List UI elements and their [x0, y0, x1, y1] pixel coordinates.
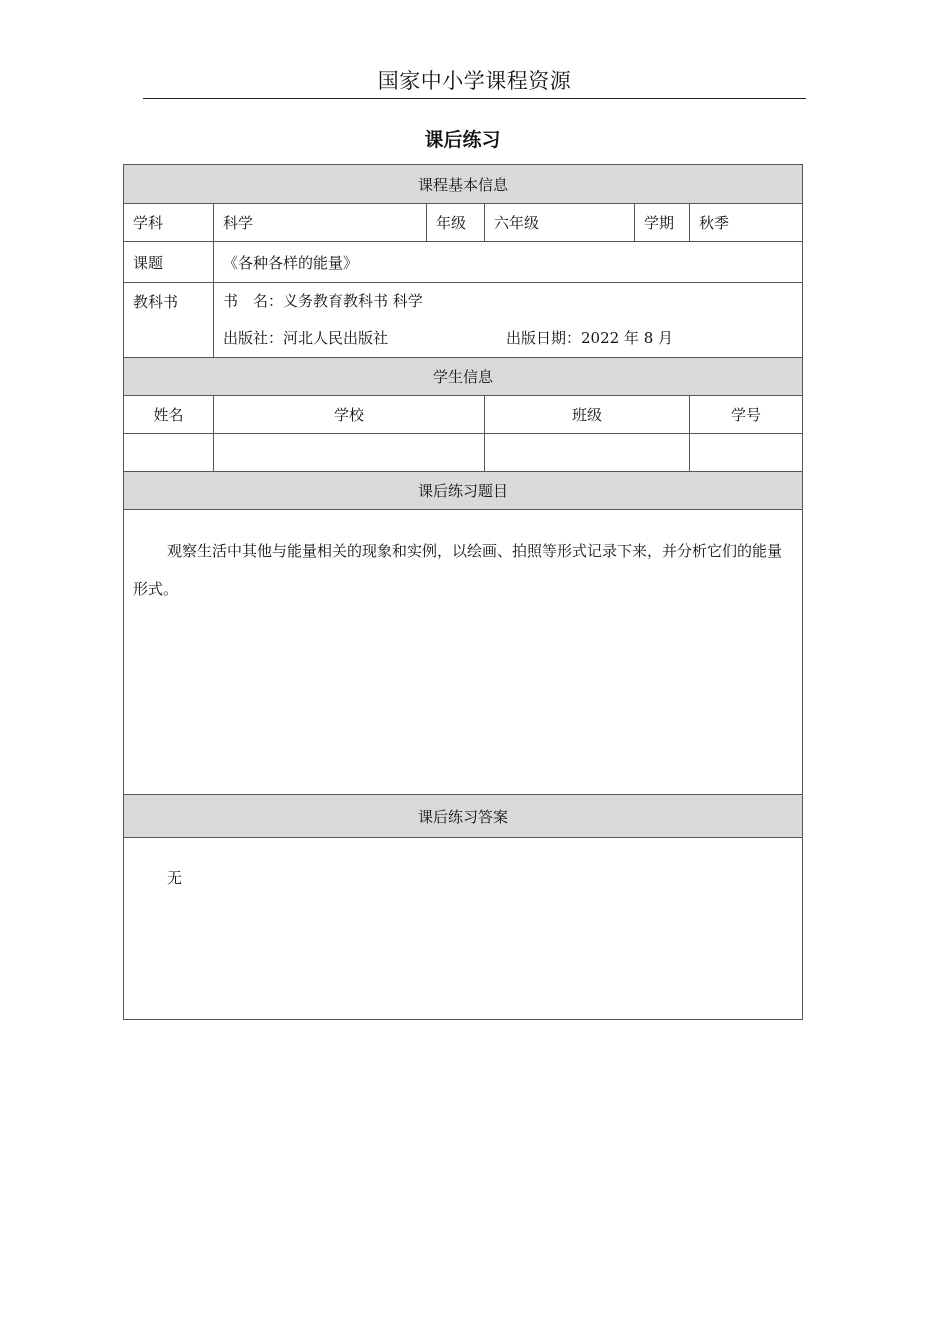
textbook-publisher: 出版社：河北人民出版社 — [223, 329, 389, 347]
term-value: 秋季 — [690, 204, 803, 242]
student-id-header: 学号 — [690, 396, 803, 434]
student-name-header: 姓名 — [124, 396, 214, 434]
grade-value: 六年级 — [485, 204, 635, 242]
student-info-header-row — [124, 396, 803, 434]
student-name-field[interactable] — [124, 434, 214, 472]
subject-label: 学科 — [124, 204, 214, 242]
student-school-header: 学校 — [214, 396, 485, 434]
textbook-label: 教科书 — [124, 283, 214, 358]
answer-row — [124, 838, 803, 1020]
exercise-form-table — [123, 164, 803, 1020]
textbook-book-name: 书 名：义务教育教科书 科学 — [223, 292, 423, 310]
grade-label: 年级 — [427, 204, 485, 242]
course-info-row-subject — [124, 204, 803, 242]
textbook-publisher-line — [223, 320, 793, 357]
exercise-section-header — [124, 472, 803, 510]
course-info-row-textbook — [124, 283, 803, 358]
student-class-header: 班级 — [485, 396, 690, 434]
topic-label: 课题 — [124, 242, 214, 283]
student-school-field[interactable] — [214, 434, 485, 472]
section-title-answer: 课后练习答案 — [124, 795, 803, 838]
textbook-details — [214, 283, 803, 358]
header-divider — [143, 98, 806, 99]
course-info-row-topic — [124, 242, 803, 283]
topic-value: 《各种各样的能量》 — [214, 242, 803, 283]
subject-value: 科学 — [214, 204, 427, 242]
section-title-exercise: 课后练习题目 — [124, 472, 803, 510]
answer-text: 无 — [124, 838, 803, 1020]
site-header-title: 国家中小学课程资源 — [377, 69, 572, 93]
section-title-course-info: 课程基本信息 — [124, 165, 803, 204]
student-id-field[interactable] — [690, 434, 803, 472]
exercise-question-row — [124, 510, 803, 795]
textbook-publish-date: 出版日期：2022 年 8 月 — [506, 329, 674, 347]
term-label: 学期 — [635, 204, 690, 242]
course-info-section-header — [124, 165, 803, 204]
student-class-field[interactable] — [485, 434, 690, 472]
exercise-question-cell — [124, 510, 803, 795]
answer-section-header — [124, 795, 803, 838]
exercise-question-text: 观察生活中其他与能量相关的现象和实例，以绘画、拍照等形式记录下来，并分析它们的能量形式。 — [133, 542, 783, 598]
student-info-section-header — [124, 358, 803, 396]
document-title: 课后练习 — [424, 129, 501, 151]
student-info-value-row — [124, 434, 803, 472]
section-title-student-info: 学生信息 — [124, 358, 803, 396]
